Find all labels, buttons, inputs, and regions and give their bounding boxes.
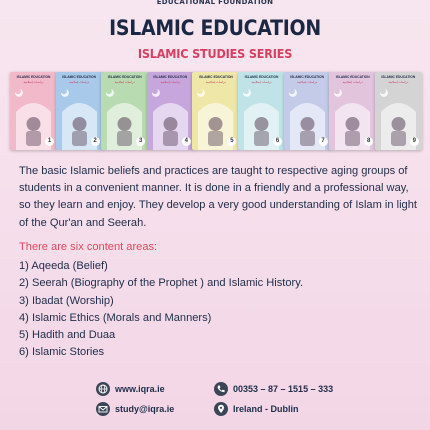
book-subtitle: دراسات إسلامية xyxy=(251,80,272,84)
book-title: ISLAMIC EDUCATION xyxy=(335,75,370,79)
book-subtitle: دراسات إسلامية xyxy=(205,80,226,84)
book-subtitle: دراسات إسلامية xyxy=(297,80,318,84)
content-areas-list xyxy=(19,258,303,362)
book-number-badge: 4 xyxy=(182,137,191,146)
book-cover xyxy=(238,72,285,150)
book-subtitle: دراسات إسلامية xyxy=(23,80,44,84)
book-number-badge: 1 xyxy=(45,137,54,146)
book-number-badge: 9 xyxy=(410,137,419,146)
book-cover xyxy=(329,72,376,150)
email-link[interactable]: study@iqra.ie xyxy=(115,404,175,414)
description-paragraph: The basic Islamic beliefs and practices are taught to respective aging groups of students in a convenient manner. It is done in a friendly and a professional way, so they learn and enjoy. They develop a very good understanding of Islam in light of the Qur'an and Seerah. xyxy=(19,165,417,229)
phone-number[interactable]: 00353 – 87 – 1515 – 333 xyxy=(233,384,334,394)
book-covers-row xyxy=(10,72,422,150)
book-title: ISLAMIC EDUCATION xyxy=(381,75,416,79)
book-cover xyxy=(192,72,239,150)
page-title: ISLAMIC EDUCATION xyxy=(109,16,321,40)
book-number-badge: 5 xyxy=(227,137,236,146)
book-number-badge: 3 xyxy=(136,137,145,146)
book-title: ISLAMIC EDUCATION xyxy=(16,75,51,79)
content-areas-heading: There are six content areas: xyxy=(19,241,158,253)
email-contact[interactable] xyxy=(96,402,174,416)
book-cover xyxy=(10,72,57,150)
book-title: ISLAMIC EDUCATION xyxy=(107,75,142,79)
book-subtitle: دراسات إسلامية xyxy=(160,80,181,84)
book-number-badge: 7 xyxy=(319,137,328,146)
book-subtitle: دراسات إسلامية xyxy=(342,80,363,84)
phone-icon xyxy=(214,382,228,396)
phone-contact[interactable] xyxy=(214,382,333,396)
list-item: 2) Seerah (Biography of the Prophet ) and Islamic History. xyxy=(19,277,304,290)
book-cover xyxy=(101,72,148,150)
book-number-badge: 8 xyxy=(364,137,373,146)
website-contact[interactable] xyxy=(96,382,165,396)
book-number-badge: 2 xyxy=(91,137,100,146)
location-pin-icon xyxy=(214,402,228,416)
book-title: ISLAMIC EDUCATION xyxy=(198,75,233,79)
book-title: ISLAMIC EDUCATION xyxy=(244,75,279,79)
location-contact xyxy=(214,402,299,416)
book-title: ISLAMIC EDUCATION xyxy=(62,75,96,79)
book-subtitle: دراسات إسلامية xyxy=(69,80,90,84)
list-item: 3) Ibadat (Worship) xyxy=(19,294,114,307)
list-item: 1) Aqeeda (Belief) xyxy=(19,260,108,272)
email-icon xyxy=(96,402,110,416)
list-item: 4) Islamic Ethics (Morals and Manners) xyxy=(19,311,212,324)
page-subtitle: ISLAMIC STUDIES SERIES xyxy=(137,46,293,61)
list-item: 6) Islamic Stories xyxy=(19,346,105,359)
foundation-name: EDUCATIONAL FOUNDATION xyxy=(156,0,274,6)
website-link[interactable]: www.iqra.ie xyxy=(115,384,165,394)
book-title: ISLAMIC EDUCATION xyxy=(153,75,188,79)
book-cover xyxy=(147,72,194,150)
book-cover xyxy=(375,72,422,150)
list-item: 5) Hadith and Duaa xyxy=(19,329,116,342)
book-subtitle: دراسات إسلامية xyxy=(388,80,409,84)
book-subtitle: دراسات إسلامية xyxy=(114,80,135,84)
book-cover xyxy=(284,72,331,150)
book-cover xyxy=(56,72,103,150)
book-number-badge: 6 xyxy=(273,137,282,146)
globe-icon xyxy=(96,382,110,396)
location-text: Ireland - Dublin xyxy=(233,404,299,414)
book-title: ISLAMIC EDUCATION xyxy=(290,75,324,79)
